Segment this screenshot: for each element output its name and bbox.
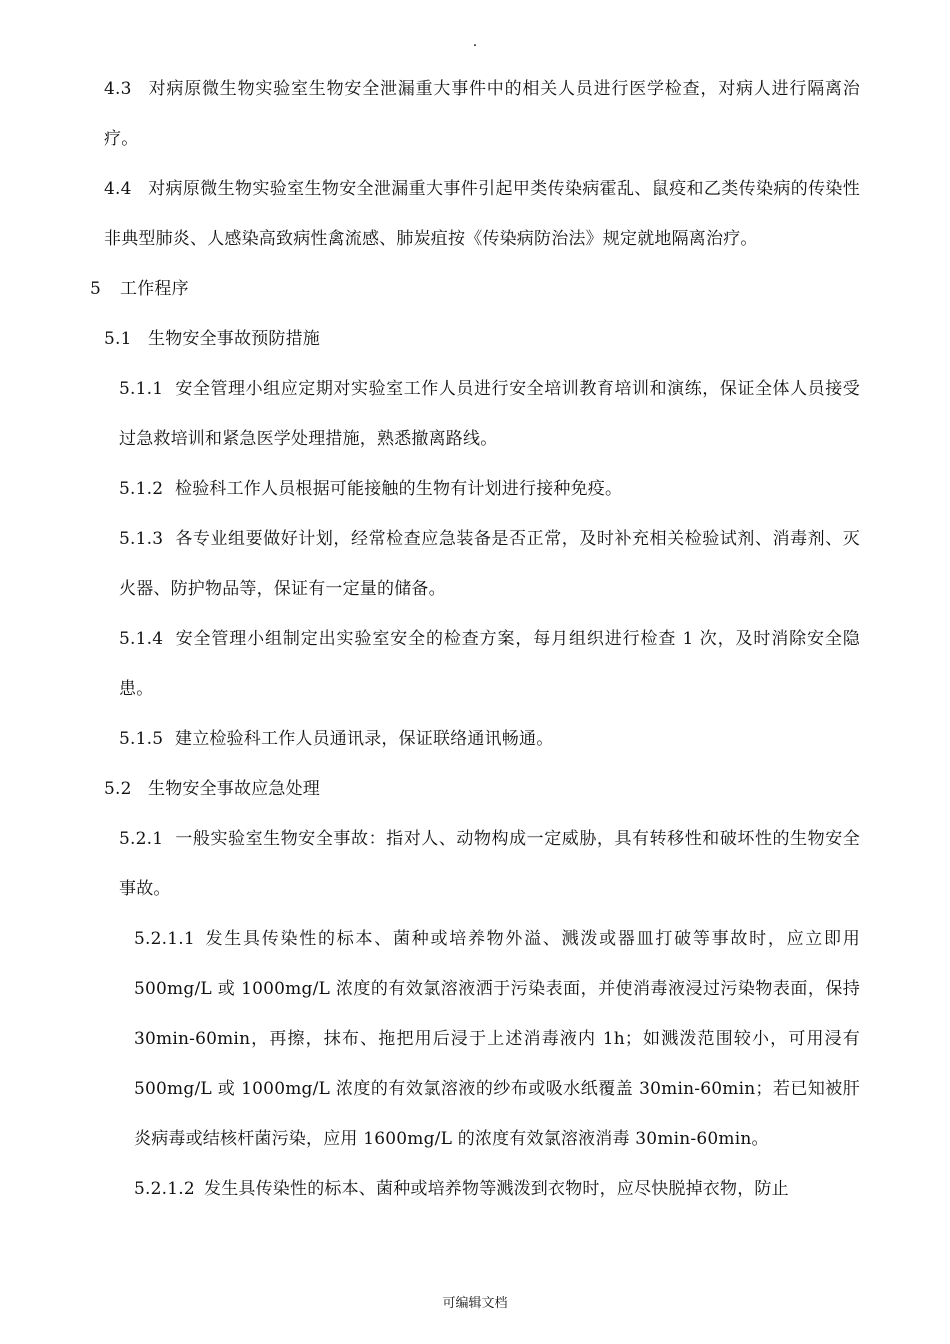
heading-5	[0, 264, 860, 314]
heading-text: 生物安全事故预防措施	[148, 329, 320, 349]
section-number: 5.1.5	[119, 729, 164, 749]
paragraph-text: 对病原微生物实验室生物安全泄漏重大事件中的相关人员进行医学检查，对病人进行隔离治疗。	[104, 79, 860, 149]
section-number: 5.2.1.1	[134, 929, 195, 949]
section-number: 5.2	[104, 779, 132, 799]
paragraph-4-3	[0, 64, 860, 164]
paragraph-5-1-3	[0, 514, 860, 614]
paragraph-5-1-5	[0, 714, 860, 764]
paragraph-5-2-1	[0, 814, 860, 914]
paragraph-text: 对病原微生物实验室生物安全泄漏重大事件引起甲类传染病霍乱、鼠疫和乙类传染病的传染性非典型肺炎、人感染高致病性禽流感、肺炭疽按《传染病防治法》规定就地隔离治疗。	[104, 179, 860, 249]
section-number: 5.2.1.2	[134, 1179, 195, 1199]
section-number: 5.1.1	[119, 379, 164, 399]
page-footer: 可编辑文档	[442, 1296, 508, 1311]
paragraph-5-2-1-1	[0, 914, 860, 1164]
section-number: 4.3	[104, 79, 132, 99]
paragraph-text: 发生具传染性的标本、菌种或培养物等溅泼到衣物时，应尽快脱掉衣物，防止	[204, 1179, 789, 1199]
section-number: 4.4	[104, 179, 132, 199]
heading-5-2	[0, 764, 860, 814]
paragraph-text: 建立检验科工作人员通讯录，保证联络通讯畅通。	[175, 729, 554, 749]
paragraph-5-1-1	[0, 364, 860, 464]
section-number: 5.1.2	[119, 479, 164, 499]
paragraph-text: 安全管理小组制定出实验室安全的检查方案，每月组织进行检查 1 次，及时消除安全隐患。	[119, 629, 860, 699]
section-number: 5	[90, 279, 102, 299]
paragraph-4-4	[0, 164, 860, 264]
paragraph-5-1-2	[0, 464, 860, 514]
heading-text: 生物安全事故应急处理	[148, 779, 320, 799]
heading-text: 工作程序	[120, 279, 189, 299]
paragraph-text: 一般实验室生物安全事故：指对人、动物构成一定威胁，具有转移性和破坏性的生物安全事故。	[119, 829, 860, 899]
heading-5-1	[0, 314, 860, 364]
section-number: 5.2.1	[119, 829, 164, 849]
paragraph-text: 发生具传染性的标本、菌种或培养物外溢、溅泼或器皿打破等事故时，应立即用 500mg/L 或 1000mg/L 浓度的有效氯溶液洒于污染表面，并使消毒液浸过污染物表面，保持 30min-60min，再擦，抹布、拖把用后浸于上述消毒液内 1h；如溅泼范围较小，可用浸有 500mg/L 或 1000mg/L 浓度的有效氯溶液的纱布或吸水纸覆盖 30min-60min；若已知被肝炎病毒或结核杆菌污染，应用 1600mg/L 的浓度有效氯溶液消毒 30min-60min。	[134, 929, 860, 1149]
section-number: 5.1.3	[119, 529, 164, 549]
paragraph-text: 安全管理小组应定期对实验室工作人员进行安全培训教育培训和演练，保证全体人员接受过急救培训和紧急医学处理措施，熟悉撤离路线。	[119, 379, 860, 449]
paragraph-5-2-1-2	[0, 1164, 860, 1214]
section-number: 5.1	[104, 329, 132, 349]
section-number: 5.1.4	[119, 629, 164, 649]
paragraph-5-1-4	[0, 614, 860, 714]
paragraph-text: 检验科工作人员根据可能接触的生物有计划进行接种免疫。	[175, 479, 623, 499]
document-body	[0, 64, 950, 1214]
paragraph-text: 各专业组要做好计划，经常检查应急装备是否正常，及时补充相关检验试剂、消毒剂、灭火器、防护物品等，保证有一定量的储备。	[119, 529, 860, 599]
header-mark: .	[472, 34, 478, 50]
